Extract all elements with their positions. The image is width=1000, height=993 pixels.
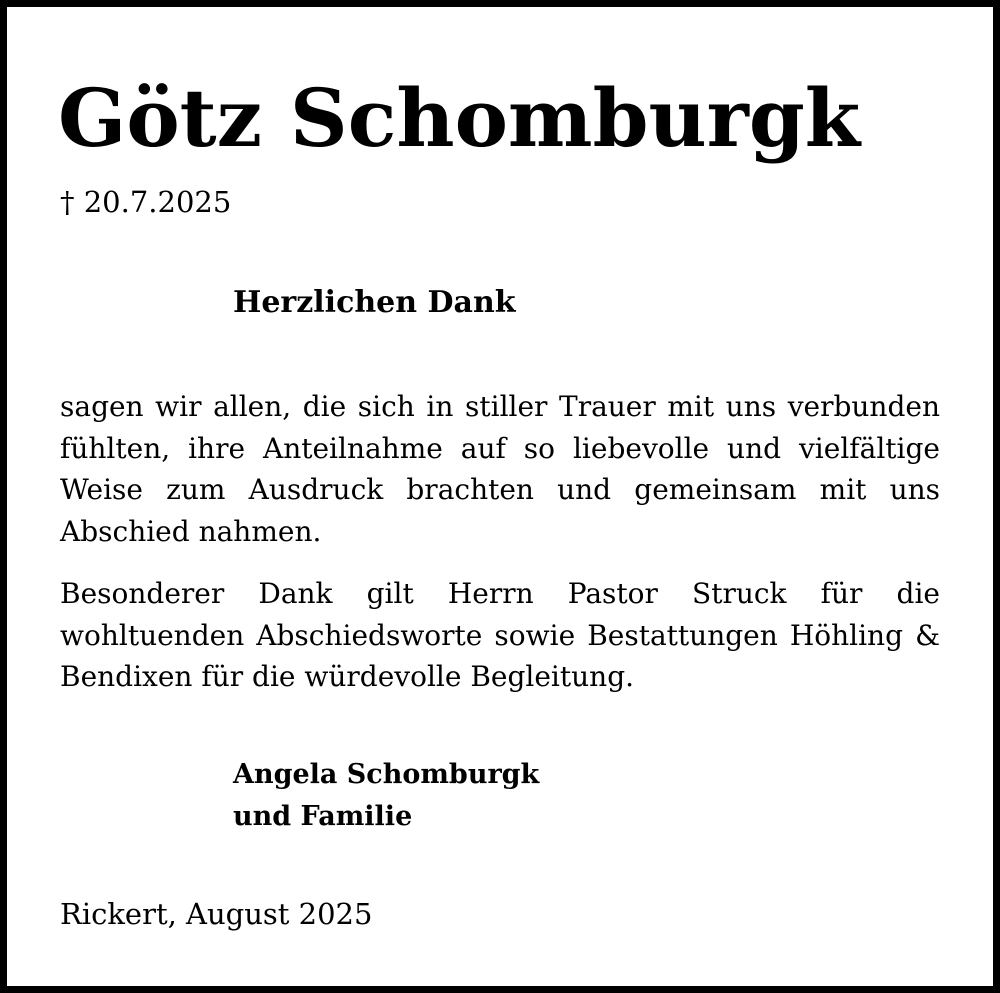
signature-family: und Familie [233,801,413,832]
thanks-paragraph: sagen wir allen, die sich in stiller Trauer mit uns verbunden fühlten, ihre Anteilnahme auf so liebevolle und vielfältige Weise zum Ausdruck brachten und gemeinsam mit uns Abschied nahmen. [60,390,940,549]
place-date: Rickert, August 2025 [60,897,373,931]
signature-name: Angela Schomburgk [233,759,540,790]
special-thanks-paragraph: Besonderer Dank gilt Herrn Pastor Struck für die wohltuenden Abschiedsworte sowie Bestattungen Höhling & Bendixen für die würdevolle Begleitung. [60,577,940,694]
deceased-name: Götz Schomburgk [58,71,861,165]
signature [233,754,539,838]
thanks-heading: Herzlichen Dank [233,285,516,320]
death-date: † 20.7.2025 [60,185,232,219]
